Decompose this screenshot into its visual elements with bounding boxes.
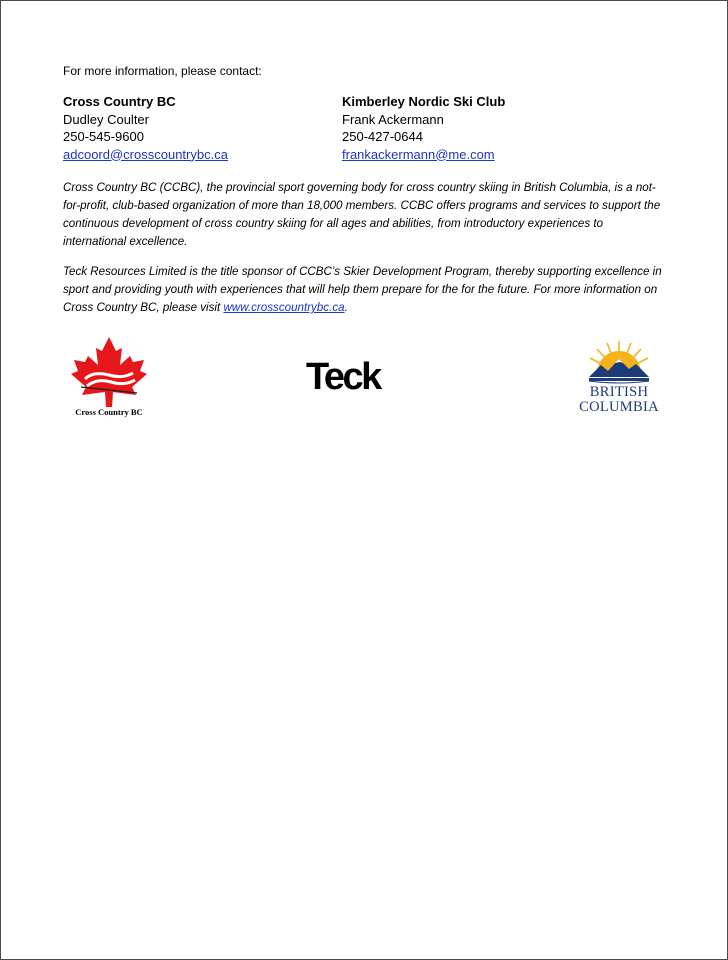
contact-email-link[interactable]: frankackermann@me.com (342, 146, 495, 162)
contact-ccbc (63, 93, 228, 163)
contact-phone: 250-427-0644 (342, 129, 423, 144)
teck-logo (306, 357, 380, 397)
contact-org: Kimberley Nordic Ski Club (342, 94, 506, 109)
teck-wordmark: Teck (306, 356, 380, 398)
contact-intro: For more information, please contact: (63, 64, 262, 78)
cross-country-bc-logo (63, 335, 155, 425)
contact-email-link[interactable]: adcoord@crosscountrybc.ca (63, 146, 228, 162)
contact-person: Frank Ackermann (342, 111, 444, 127)
ccbc-logo-text: Cross Country BC (75, 407, 143, 417)
contact-kimberley (342, 93, 505, 163)
contact-phone: 250-545-9600 (63, 129, 144, 144)
bc-logo-line2: COLUMBIA (579, 399, 659, 415)
contact-person: Dudley Coulter (63, 111, 149, 127)
teck-paragraph-text: Teck Resources Limited is the title sponsor of CCBC’s Skier Development Program, thereby supporting excellence in sport and providing youth with experiences that will help them prepare for the for the future. For more information on Cross Country BC, please visit (63, 265, 662, 314)
british-columbia-logo (573, 339, 665, 421)
teck-sponsor-paragraph (63, 263, 668, 317)
ccbc-description: Cross Country BC (CCBC), the provincial sport governing body for cross country skiing in British Columbia, is a not-for-profit, club-based organization of more than 18,000 members. CCBC offers programs and services to support the continuous development of cross country skiing for all ages and abilities, from introductory experiences to international excellence. (63, 181, 661, 248)
bc-logo-line1: BRITISH (589, 384, 649, 400)
maple-leaf-icon (63, 335, 155, 409)
crosscountrybc-website-link[interactable]: www.crosscountrybc.ca (223, 301, 345, 314)
teck-paragraph-end: . (344, 301, 348, 314)
contact-org: Cross Country BC (63, 94, 176, 109)
sun-mountains-icon (573, 339, 665, 385)
